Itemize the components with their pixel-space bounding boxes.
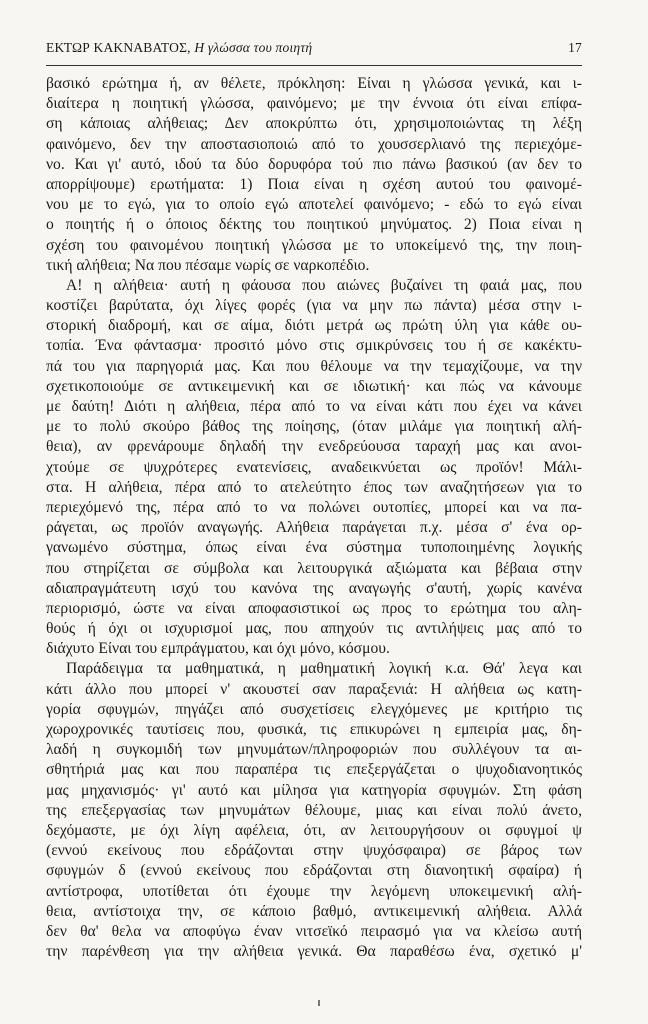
text-line: ο ποιητής ή ο όποιος δέκτης του ποιητικού μηνύματος. 2) Ποια είναι η: [46, 216, 582, 234]
text-line: σθητήριά μας και που παραπέρα τις επεξεργάζεται ο ψυχοδιανοητικός: [46, 761, 582, 779]
text-line: ση κάποιας αλήθειας; Δεν αποκρύπτω ότι, χρησιμοποιώντας τη λέξη: [46, 115, 582, 133]
text-line: τική αλήθεια; Να που πέσαμε νωρίς σε ναρκοπέδιο.: [46, 256, 370, 274]
text-line: τοπία. Ένα φάντασμα· προσιτό μόνο στις σμικρύνσεις του ή σε κακέκτυ-: [46, 337, 582, 355]
text-line: περιεχόμενό της, πέρα από το να πολώνει ουτοπίες, μπορεί και να πα-: [46, 498, 582, 516]
text-line: απορρίψουμε) ερωτήματα: 1) Ποια είναι η σχέση αυτού του φαινομέ-: [46, 175, 582, 193]
header-text: [46, 40, 312, 56]
text-line: περιορισμό, ώστε να είναι αποφασιστικοί ως προς το ερώτημα του αλη-: [46, 599, 582, 617]
text-line: Α! η αλήθεια· αυτή η φάουσα που αιώνες βυζαίνει τη φαιά μας, που: [66, 276, 582, 294]
header-author: ΕΚΤΩΡ ΚΑΚΝΑΒΑΤΟΣ,: [46, 40, 191, 55]
text-line: διαίτερα η ποιητική γλώσσα, φαινόμενο; με την έννοια ότι είναι επίφα-: [46, 95, 582, 113]
text-line: πά του για παρηγοριά μας. Και που θέλουμε να την τεμαχίζουμε, να την: [46, 357, 582, 375]
text-line: κάτι άλλο που μπορεί ν' ακουστεί σαν παραξενιά: Η αλήθεια ως κατη-: [46, 680, 582, 698]
text-line: χτούμε σε ψυχρότερες ενατενίσεις, αναδεικνύεται ως προϊόν! Μάλι-: [46, 458, 582, 476]
text-line: στορική διαδρομή, και σε αίμα, διότι μετρά ως πρώτη ύλη για κάθε ου-: [46, 317, 582, 335]
scan-mark: [318, 1000, 320, 1006]
text-line: χωροχρονικές ταυτίσεις που, φυσικά, τις επικυρώνει η εμπειρία μας, δη-: [46, 721, 582, 738]
text-line: με δαύτη! Διότι η αλήθεια, πέρα από το να είναι κάτι που έχει να κάνει: [46, 398, 582, 415]
text-line: κοστίζει βαρύτατα, όχι λίγες φορές (για να μην πω πάντα) μέσα στην ι-: [46, 297, 582, 315]
text-line: γορία σφυγμών, πηγάζει από συσχετίσεις ελεγχόμενες με κριτήριο τις: [46, 700, 582, 718]
running-header: [46, 40, 582, 56]
text-line: ράγεται, ως προϊόν αναγωγής. Αλήθεια παράγεται π.χ. μέσα σ' ένα ορ-: [46, 519, 582, 537]
text-line: σφυγμών δ (εννού εκείνους που εδράζονται στη διανοητική σφαίρα) ή: [46, 862, 582, 880]
text-line: που στηρίζεται σε σύμβολα και λειτουργικά αξιώματα και βέβαια στην: [46, 559, 582, 577]
text-line: θεια, αντίστοιχα την, σε κάποιο βαθμό, αντικειμενική αλήθεια. Αλλά: [46, 902, 582, 920]
page-body-text: [46, 74, 582, 962]
text-line: αντίστροφα, υποτίθεται ότι έχουμε την λεγόμενη υποκειμενική αλή-: [46, 882, 582, 900]
text-line: θούς ή όχι οι ισχυρισμοί μας, που απηχούν τις αντιλήψεις μας από το: [46, 620, 582, 638]
text-line: αδιαπραγμάτευτη ισχύ του κανόνα της αναγωγής σ'αυτή, χωρίς κανένα: [46, 579, 582, 597]
text-line: διάχυτο Είναι του εμπράγματου, και όχι μόνο, κόσμου.: [46, 640, 390, 658]
text-line: λαδή η συγκομιδή των μηνυμάτων/πληροφοριών που συλλέγουν τα αι-: [46, 741, 582, 759]
text-line: θεια), αν φρενάρουμε δηλαδή την ενεδρεύουσα ταραχή μας και ανοι-: [46, 438, 582, 456]
text-line: φαινόμενο, δεν την αποστασιοποιώ από το χουσσερλιανό της περιεχόμε-: [46, 135, 582, 153]
header-rule: [46, 65, 582, 66]
text-line: την παρένθεση για την αλήθεια γενικά. Θα παραθέσω ένα, σχετικό μ': [46, 943, 582, 961]
text-line: νου με το εγώ, για το οποίο εγώ αποτελεί φαινόμενο; - εδώ το εγώ είναι: [46, 196, 582, 214]
text-line: μας μηχανισμός· γι' αυτό και μίλησα για κατηγορία σφυγμών. Στη φάση: [46, 781, 582, 799]
text-line: δεχόμαστε, με όχι λίγη αφέλεια, ότι, αν λειτουργήσουν οι σφυγμοί ψ: [46, 821, 582, 839]
text-line: (εννού εκείνους που εδράζονται στην ψυχόσφαιρα) σε βάρος των: [46, 842, 582, 860]
text-line: Παράδειγμα τα μαθηματικά, η μαθηματική λογική κ.α. Θά' λεγα και: [66, 660, 582, 678]
text-line: με το πολύ σκούρο βάθος της ποίησης, (όταν μιλάμε για ποιητική αλή-: [46, 418, 582, 436]
page-number: 17: [568, 40, 582, 55]
text-line: στα. Η αλήθεια, πέρα από το ατελεύτητο έπος των αναζητήσεων για το: [46, 478, 582, 496]
text-line: βασικό ερώτημα ή, αν θέλετε, πρόκληση: Είναι η γλώσσα γενικά, και ι-: [46, 75, 582, 92]
header-title: Η γλώσσα του ποιητή: [194, 40, 313, 55]
text-line: δεν θα' θελα να αποφύγω έναν νιτσεϊκό πειρασμό για να κλείσω αυτή: [46, 922, 582, 940]
text-line: γανωμένο σύστημα, όπως είναι ένα σύστημα τυποποιημένης λογικής: [46, 539, 582, 557]
text-line: σχέση του φαινομένου ποιητική γλώσσα με το υποκείμενό της, την ποιη-: [46, 236, 582, 254]
text-line: της επεξεργασίας των μηνυμάτων θέλουμε, μιας και είναι πολύ άνετο,: [46, 801, 582, 819]
text-line: νο. Και γι' αυτό, ιδού τα δύο δορυφόρα τού πιο πάνω βασικού (αν δεν το: [46, 155, 582, 173]
text-line: σχετικοποιούμε σε αντικειμενική και σε ιδιωτική· και πώς να κάνουμε: [46, 377, 582, 395]
